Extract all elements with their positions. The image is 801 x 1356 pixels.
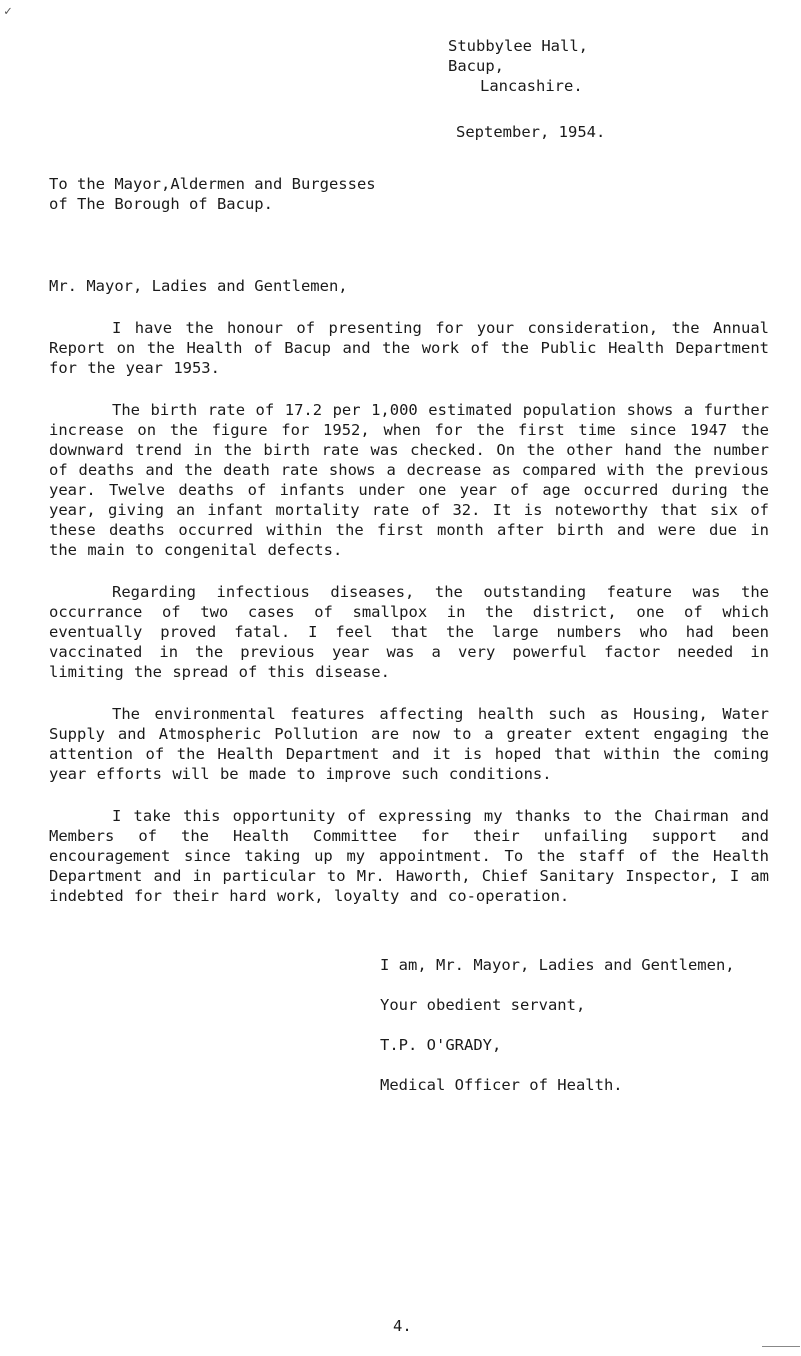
closing-block [380,955,735,1115]
sender-address [398,36,588,96]
body-paragraph: I have the honour of presenting for your consideration, the Annual Report on the Health of Bacup and the work of the Public Health Department for the year 1953. [49,319,769,377]
body-paragraph: Regarding infectious diseases, the outstanding feature was the occurrance of two cases of smallpox in the district, one of which eventually proved fatal. I feel that the large numbers who had been vaccinated in the previous year was a very powerful factor needed in limiting the spread of this disease. [49,583,769,681]
body-paragraph: The birth rate of 17.2 per 1,000 estimated population shows a further increase on the figure for 1952, when for the first time since 1947 the downward trend in the birth rate was checked. On the other hand the number of deaths and the death rate shows a decrease as compared with the previous year. Twelve deaths of infants under one year of age occurred during the year, giving an infant mortality rate of 32. It is noteworthy that six of these deaths occurred within the first month after birth and were due in the main to congenital defects. [49,401,769,559]
page-number: 4. [393,1317,412,1335]
letter-date: September, 1954. [456,123,606,141]
signatory-name: T.P. O'GRADY, [380,1036,502,1054]
body-paragraph: The environmental features affecting health such as Housing, Water Supply and Atmospheric Pollution are now to a greater extent engaging the attention of the Health Department and it is hoped that within the coming year efforts will be made to improve such conditions. [49,705,769,783]
corner-tick-mark: ✓ [4,4,12,19]
closing-line: I am, Mr. Mayor, Ladies and Gentlemen, [380,956,735,974]
addressee-line-1: To the Mayor,Aldermen and Burgesses [49,175,376,193]
signatory-title: Medical Officer of Health. [380,1076,623,1094]
address-line-3: Lancashire. [480,77,583,95]
address-line-1: Stubbylee Hall, [448,37,588,55]
address-line-2: Bacup, [448,57,504,75]
body-paragraph: I take this opportunity of expressing my thanks to the Chairman and Members of the Health Committee for their unfailing support and encouragement since taking up my appointment. To the staff of the Health Department and in particular to Mr. Haworth, Chief Sanitary Inspector, I am indebted for their hard work, loyalty and co-operation. [49,807,769,905]
valediction: Your obedient servant, [380,996,586,1014]
scan-edge-line [762,1346,800,1347]
letter-body [49,318,769,928]
addressee-block [49,174,376,214]
addressee-line-2: of The Borough of Bacup. [49,195,273,213]
salutation: Mr. Mayor, Ladies and Gentlemen, [49,277,348,295]
